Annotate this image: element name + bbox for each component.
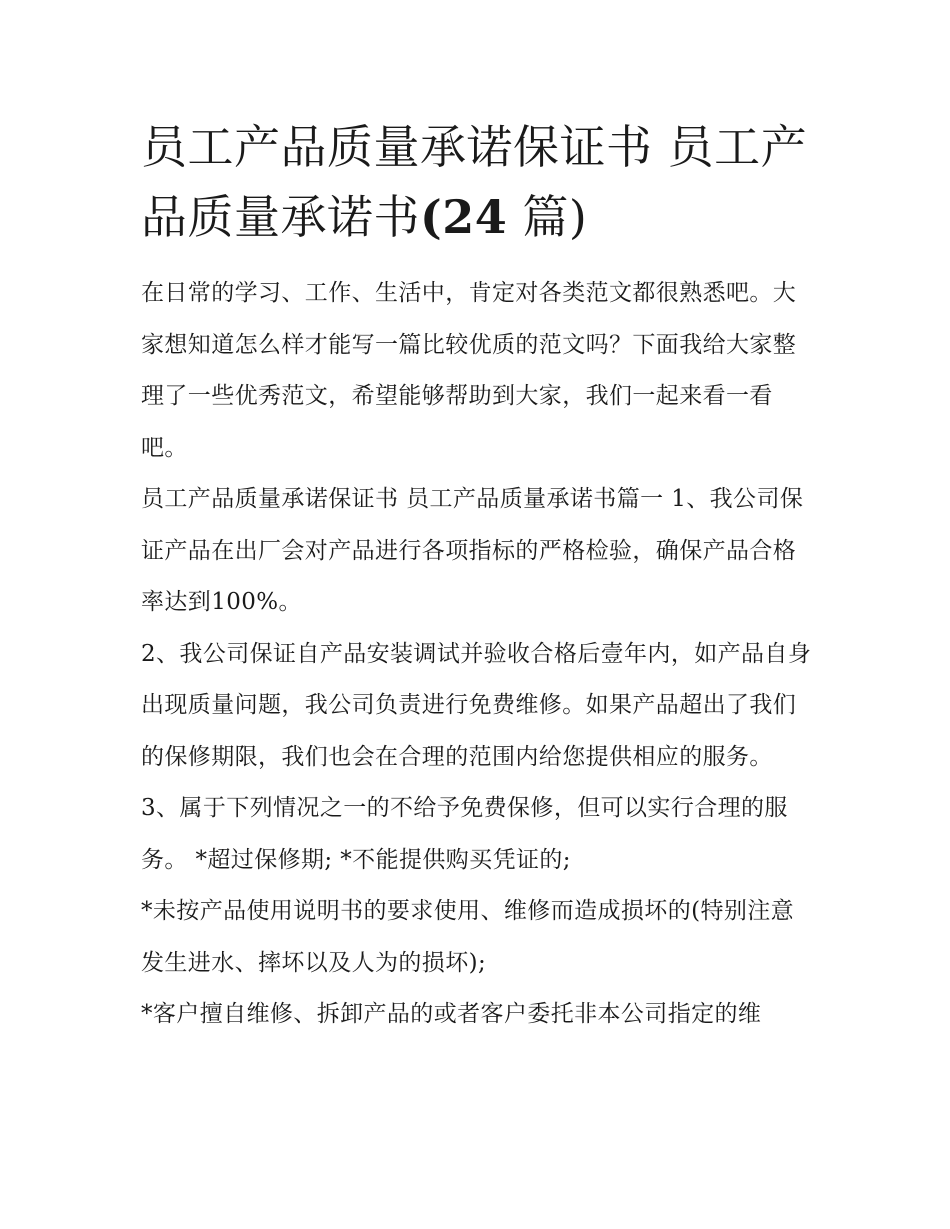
title-count: (24 [420,190,508,244]
title-suffix: 篇) [507,190,588,244]
body-paragraph-3: 3、属于下列情况之一的不给予免费保修，但可以实行合理的服务。 *超过保修期; *不能提供购买凭证的; [141,795,788,873]
body-paragraph-1: 员工产品质量承诺保证书 员工产品质量承诺书篇一 1、我公司保证产品在出厂会对产品进行各项指标的严格检验，确保产品合格率达到100%。 [141,486,804,615]
body-paragraph-2: 2、我公司保证自产品安装调试并验收合格后壹年内，如产品自身出现质量问题，我公司负责进行免费维修。如果产品超出了我们的保修期限，我们也会在合理的范围内给您提供相应的服务。 [141,640,812,770]
title-text: 员工产品质量承诺保证书 员工产品质量承诺书 [141,120,808,244]
body-paragraph-5: *客户擅自维修、拆卸产品的或者客户委托非本公司指定的维 [141,1001,762,1027]
intro-paragraph: 在日常的学习、工作、生活中，肯定对各类范文都很熟悉吧。大家想知道怎么样才能写一篇比较优质的范文吗？下面我给大家整理了一些优秀范文，希望能够帮助到大家，我们一起来看一看吧。 [141,280,797,461]
document-title [141,112,813,252]
document-page [141,112,813,1041]
body-paragraph-4: *未按产品使用说明书的要求使用、维修而造成损坏的(特别注意发生进水、摔坏以及人为的损坏); [141,898,795,976]
